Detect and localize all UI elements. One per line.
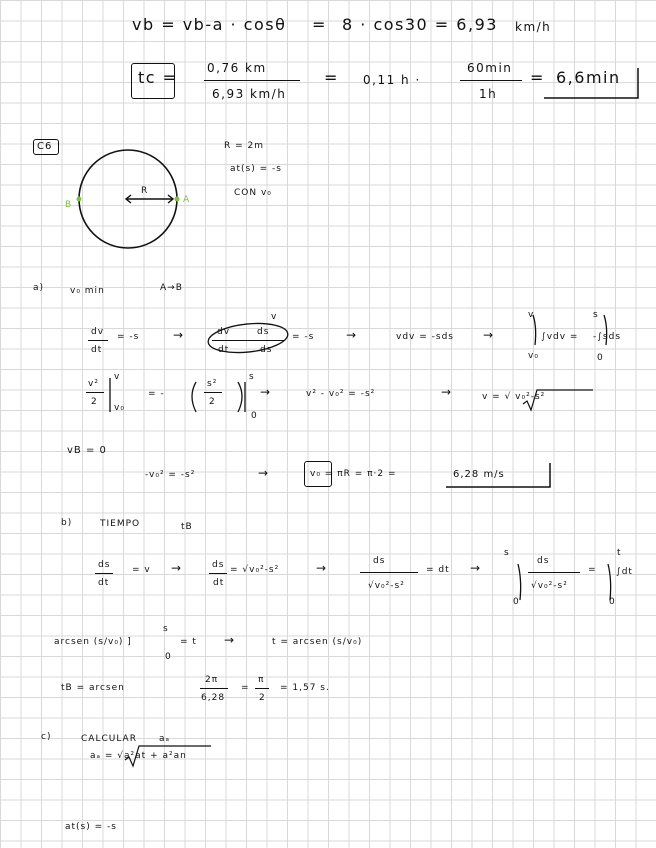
tb-frac-den: 6,28	[201, 693, 226, 703]
integral-sign-4	[608, 564, 611, 600]
s2-bar	[204, 392, 222, 393]
b-arrow-3: →	[470, 561, 482, 575]
b-eq-v: = v	[132, 565, 151, 575]
part-c-sym: aₐ	[159, 734, 171, 744]
vb-zero: vB = 0	[67, 445, 107, 456]
tb-pi: π	[258, 675, 265, 685]
radius-label: R	[141, 186, 149, 196]
lim-s: s	[249, 372, 255, 382]
tc-conv-num: 60min	[467, 61, 513, 75]
b-den-4: √v₀²-s²	[531, 581, 568, 591]
eq-v02-s2: -v₀² = -s²	[145, 470, 196, 480]
tb-two: 2	[259, 693, 266, 703]
b-eq-sqrt: = √v₀²-s²	[230, 565, 280, 575]
dv-bar	[88, 340, 108, 341]
b-arrow-1: →	[171, 561, 183, 575]
eq-neg-s-2: = -s	[292, 332, 315, 342]
ds-num-2: ds	[257, 327, 270, 337]
point-b-dot	[77, 197, 82, 202]
tb-frac-num: 2π	[205, 675, 219, 685]
lim-v0: v₀	[114, 403, 125, 413]
b-arcsen-1: arcsen (s/v₀) ]	[54, 637, 132, 647]
eq-v2-v02: v² - v₀² = -s²	[306, 389, 376, 399]
problem-label: C6	[37, 141, 53, 152]
int-lower-0: 0	[597, 353, 604, 363]
equals: =	[312, 15, 327, 34]
dv-num-2: dv	[217, 327, 231, 337]
dv-num: dv	[91, 327, 105, 337]
tb-pi-bar	[255, 688, 269, 689]
b-dt-2: dt	[213, 578, 225, 588]
tc-conv-bar	[460, 80, 522, 81]
c-an-eq: aₐ = √a²at + a²an	[90, 751, 187, 761]
b-lim-s: s	[163, 624, 169, 634]
given-v0: CON v₀	[234, 188, 272, 198]
chain-bar	[212, 340, 284, 341]
part-c-label: c)	[41, 732, 52, 742]
part-b-label: b)	[61, 518, 73, 528]
arrow-5: →	[441, 385, 453, 399]
b-eq-t: = t	[180, 637, 197, 647]
part-a-path: A→B	[160, 283, 183, 293]
integral-sign-3	[518, 564, 521, 600]
tc-fraction-bar	[204, 80, 300, 81]
b-lim-0: 0	[165, 652, 172, 662]
vb-equation: vb = vb-a · cosθ	[132, 15, 287, 34]
tc-denominator: 6,93 km/h	[212, 87, 287, 101]
c-at-eq: at(s) = -s	[65, 822, 117, 832]
arrow-6: →	[258, 466, 270, 480]
v2-bar	[86, 392, 104, 393]
eq-minus: = -	[148, 389, 165, 399]
tc-result: 6,6min	[556, 68, 621, 87]
s2-den: 2	[209, 397, 216, 407]
tc-conv-den: 1h	[479, 87, 498, 101]
tb-value: = 1,57 s.	[280, 683, 330, 693]
point-a-label: A	[183, 195, 191, 205]
given-at: at(s) = -s	[230, 164, 282, 174]
dt-den: dt	[91, 345, 103, 355]
b-den-3: √v₀²-s²	[368, 581, 405, 591]
part-b-sub: tB	[181, 522, 193, 532]
b-dt: dt	[98, 578, 110, 588]
vb-unit: km/h	[515, 20, 552, 34]
ds-den-2: ds	[260, 345, 273, 355]
b-eq-dt: = dt	[426, 565, 450, 575]
b-frac-bar-4	[528, 572, 580, 573]
b-ds: ds	[98, 560, 111, 570]
tb-label: tB = arcsen	[61, 683, 125, 693]
b-ds-bar	[95, 573, 113, 574]
b-arrow-4: →	[224, 633, 236, 647]
lim-v: v	[114, 372, 121, 382]
bracket-right	[238, 382, 245, 412]
tb-frac-bar	[200, 688, 228, 689]
part-a-heading: v₀ min	[70, 286, 105, 296]
vb-value: 8 · cos30 = 6,93	[342, 15, 498, 34]
point-a-dot	[175, 197, 180, 202]
minus-int-sds: -∫sds	[593, 332, 622, 342]
part-b-heading: TIEMPO	[100, 519, 141, 529]
dt-den-2: dt	[218, 345, 230, 355]
b-ds-bar-2	[209, 573, 227, 574]
lim-0: 0	[251, 411, 258, 421]
s2-num: s²	[207, 379, 218, 389]
b-ds-4: ds	[537, 556, 550, 566]
b-int-upper-s: s	[504, 548, 510, 558]
int-upper-s: s	[593, 310, 599, 320]
part-c-heading: CALCULAR	[81, 734, 137, 744]
part-a-label: a)	[33, 283, 45, 293]
b-frac-bar-3	[360, 572, 418, 573]
tc-mid: 0,11 h ·	[363, 73, 421, 87]
arrow-2: →	[346, 328, 358, 342]
tc-equals: =	[324, 68, 339, 87]
v0-eq: v₀ = πR = π·2 =	[310, 469, 397, 479]
point-b-label: B	[65, 200, 73, 210]
tc-numerator: 0,76 km	[207, 61, 267, 75]
b-t-arcsen: t = arcsen (s/v₀)	[272, 637, 363, 647]
v0-result: 6,28 m/s	[453, 469, 505, 480]
tb-eq: =	[241, 683, 250, 693]
tc-lhs: tc =	[138, 68, 178, 87]
arrow-1: →	[173, 328, 185, 342]
int-upper-v: v	[528, 310, 535, 320]
b-int-lower-0: 0	[513, 597, 520, 607]
eq-v-sqrt: v = √ v₀²-s²	[482, 392, 546, 402]
int-vdv: ∫vdv =	[541, 332, 579, 342]
b-ds-2: ds	[212, 560, 225, 570]
b-arrow-2: →	[316, 561, 328, 575]
given-radius: R = 2m	[224, 141, 265, 151]
v2-den: 2	[91, 397, 98, 407]
vdv-eq: vdv = -sds	[396, 332, 454, 342]
v-annotation: v	[271, 312, 278, 322]
b-int-dt: ∫dt	[616, 567, 633, 577]
tc-equals-2: =	[530, 68, 545, 87]
b-int-upper-t: t	[617, 548, 622, 558]
b-int-lower-t0: 0	[609, 597, 616, 607]
b-eq: =	[588, 565, 597, 575]
bracket-left	[192, 382, 196, 412]
eq-neg-s: = -s	[117, 332, 140, 342]
int-lower-v0: v₀	[528, 351, 539, 361]
v2-num: v²	[88, 379, 99, 389]
arrow-3: →	[483, 328, 495, 342]
b-ds-3: ds	[373, 556, 386, 566]
arrow-4: →	[260, 385, 272, 399]
